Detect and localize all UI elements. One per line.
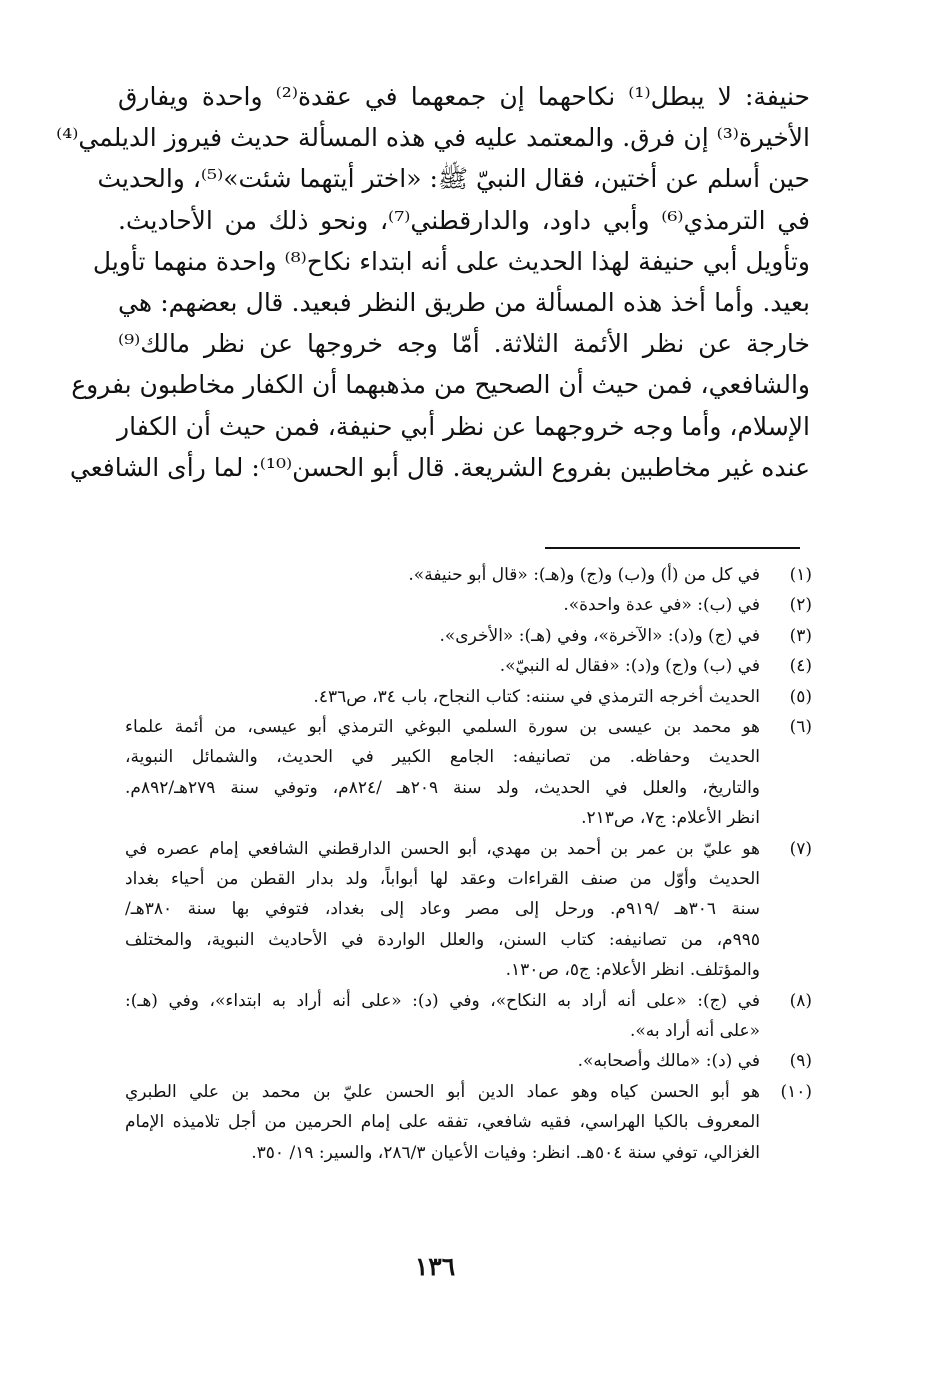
footnote-line: في (ب): «في عدة واحدة». bbox=[563, 595, 760, 616]
main-text-line: في الترمذي⁽⁶⁾ وأبي داود، والدارقطني⁽⁷⁾، ونحو ذلك من الأحاديث. bbox=[118, 205, 811, 235]
footnote bbox=[125, 1077, 812, 1168]
footnote bbox=[125, 560, 812, 590]
footnote-line: هو عليّ بن عمر بن أحمد بن مهدي، أبو الحسن الدارقطني الشافعي إمام عصره في bbox=[125, 838, 760, 859]
footnote bbox=[125, 834, 812, 986]
main-text-line: الأخيرة⁽³⁾ إن فرق. والمعتمد عليه في هذه المسألة حديث فيروز الديلمي⁽⁴⁾ bbox=[56, 123, 810, 153]
footnote-text bbox=[125, 712, 760, 834]
main-text-line: الإسلام، وأما وجه خروجهما عن نظر أبي حنيفة، فمن حيث أن الكفار bbox=[117, 411, 810, 441]
footnote bbox=[125, 712, 812, 834]
footnote-number: (٥) bbox=[789, 686, 812, 707]
footnote-line: والتاريخ، والعلل في الحديث، ولد سنة ٢٠٩هـ /٨٢٤م، وتوفي سنة ٢٧٩هـ/٨٩٢م. bbox=[125, 777, 761, 798]
main-text-line: حين أسلم عن أختين، فقال النبيّ ﷺ: «اختر أيتهما شئت»⁽⁵⁾، والحديث bbox=[97, 164, 810, 194]
footnote-line: في (ب) و(ج) و(د): «فقال له النبيّ». bbox=[499, 656, 760, 677]
footnote bbox=[125, 986, 812, 1047]
footnote-line: انظر الأعلام: ج٧، ص٢١٣. bbox=[581, 808, 760, 829]
footnote-number: (٩) bbox=[789, 1051, 812, 1072]
footnote-text bbox=[125, 986, 760, 1047]
footnote-text bbox=[125, 651, 760, 681]
page-number: ١٣٦ bbox=[414, 1252, 456, 1281]
footnote-line: في كل من (أ) و(ب) و(ج) و(هـ): «قال أبو حنيفة». bbox=[408, 565, 760, 585]
footnote-number: (٤) bbox=[789, 656, 812, 677]
footnote-line: هو أبو الحسن كياه وهو عماد الدين أبو الحسن عليّ بن محمد بن علي الطبري bbox=[125, 1081, 760, 1102]
footnote-line: المعروف بالكيا الهراسي، فقيه شافعي، تفقه على إمام الحرمين من أجل تلاميذه الإمام bbox=[125, 1112, 760, 1133]
main-text-line: حنيفة: لا يبطل⁽¹⁾ نكاحهما إن جمعهما في عقدة⁽²⁾ واحدة ويفارق bbox=[118, 82, 810, 111]
footnote bbox=[125, 590, 812, 620]
footnote-number: (١) bbox=[789, 565, 812, 585]
footnote-text bbox=[125, 1046, 760, 1076]
main-text-line: عنده غير مخاطبين بفروع الشريعة. قال أبو الحسن⁽¹⁰⁾: لما رأى الشافعي bbox=[69, 452, 810, 482]
footnote-number: (٣) bbox=[789, 625, 812, 646]
footnote bbox=[125, 1046, 812, 1076]
main-text-line: بعيد. وأما أخذ هذه المسألة من طريق النظر فبعيد. قال بعضهم: هي bbox=[118, 287, 810, 317]
footnote-line: الغزالي، توفي سنة ٥٠٤هـ. انظر: وفيات الأعيان ٢٨٦/٣، والسير: ١٩/ ٣٥٠. bbox=[251, 1142, 760, 1163]
footnote-text bbox=[125, 560, 760, 590]
footnote-line: في (ج): «على أنه أراد به النكاح»، وفي (د): «على أنه أراد به ابتداء»، وفي (هـ): bbox=[125, 990, 760, 1011]
footnote-text bbox=[125, 1077, 760, 1168]
footnote bbox=[125, 651, 812, 681]
footnote-line: الحديث وحفاظه. من تصانيفه: الجامع الكبير في الحديث، والشمائل النبوية، bbox=[125, 747, 760, 768]
footnote-number: (٦) bbox=[789, 717, 812, 738]
main-text-line: والشافعي، فمن حيث أن الصحيح من مذهبهما أن الكفار مخاطبون بفروع bbox=[71, 370, 810, 400]
footnote-line: في (ج) و(د): «الآخرة»، وفي (هـ): «الأخرى». bbox=[439, 625, 760, 646]
footnote-text bbox=[125, 590, 760, 620]
footnote-number: (٢) bbox=[789, 595, 812, 616]
footnotes bbox=[125, 560, 812, 1168]
footnote-line: «على أنه أراد به». bbox=[630, 1020, 760, 1041]
footnote-line: الحديث وأوّل من صنف القراءات وعقد لها أبواباً، ولد بدار القطن من أحياء بغداد bbox=[125, 868, 760, 889]
main-text-line: خارجة عن نظر الأئمة الثلاثة. أمّا وجه خروجها عن نظر مالك⁽⁹⁾ bbox=[118, 329, 810, 359]
footnote-line: والمؤتلف. انظر الأعلام: ج٥، ص١٣٠. bbox=[505, 960, 760, 981]
footnote bbox=[125, 682, 812, 712]
main-text bbox=[56, 76, 811, 488]
footnote-separator bbox=[545, 547, 800, 549]
footnote-number: (٨) bbox=[789, 990, 812, 1011]
footnote-text bbox=[125, 834, 760, 986]
footnote-text bbox=[125, 682, 760, 712]
footnote-line: الحديث أخرجه الترمذي في سننه: كتاب النجاح، باب ٣٤، ص٤٣٦. bbox=[313, 686, 760, 707]
footnote-line: ٩٩٥م، من تصانيفه: كتاب السنن، والعلل الواردة في الأحاديث النبوية، والمختلف bbox=[125, 929, 760, 950]
footnote-line: هو محمد بن عيسى بن سورة السلمي البوغي الترمذي أبو عيسى، من أئمة علماء bbox=[125, 717, 760, 738]
footnote bbox=[125, 621, 812, 651]
main-text-line: وتأويل أبي حنيفة لهذا الحديث على أنه ابتداء نكاح⁽⁸⁾ واحدة منهما تأويل bbox=[92, 246, 810, 276]
footnote-line: في (د): «مالك وأصحابه». bbox=[577, 1051, 760, 1072]
footnote-number: (٧) bbox=[789, 838, 812, 859]
footnote-line: سنة ٣٠٦هـ /٩١٩م. ورحل إلى مصر وعاد إلى بغداد، فتوفي بها سنة ٣٨٠هـ/ bbox=[125, 899, 760, 920]
footnote-text bbox=[125, 621, 760, 651]
footnote-number: (١٠) bbox=[780, 1081, 812, 1102]
